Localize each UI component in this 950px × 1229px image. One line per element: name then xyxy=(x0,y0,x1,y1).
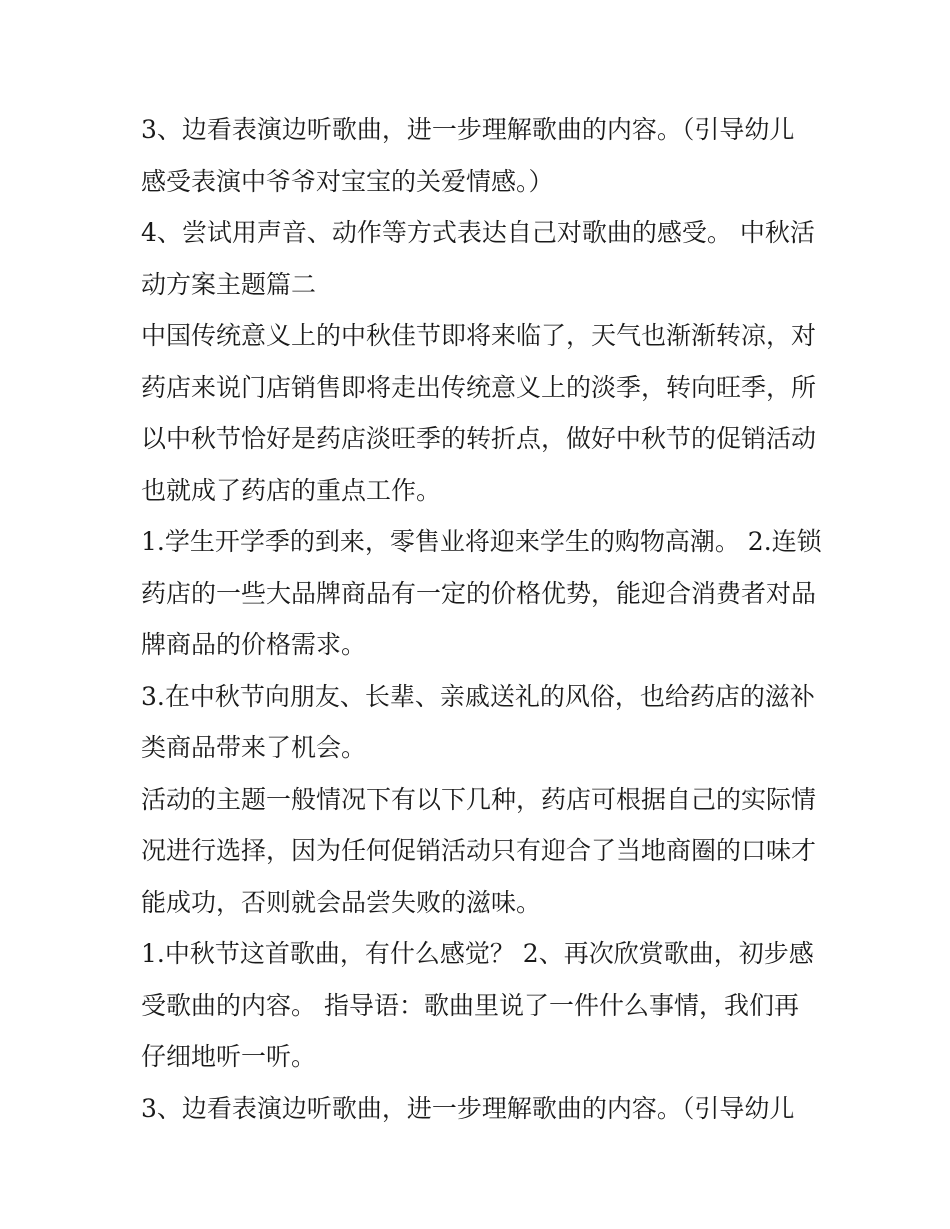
text-line: 以中秋节恰好是药店淡旺季的转折点，做好中秋节的促销活动 xyxy=(141,424,817,453)
text-line: 能成功，否则就会品尝失败的滋味。 xyxy=(141,887,542,917)
text-line: 3、边看表演边听歌曲，进一步理解歌曲的内容。（引导幼儿 xyxy=(141,1093,795,1123)
paragraph xyxy=(141,207,821,310)
text-line: 活动的主题一般情况下有以下几种，药店可根据自己的实际情 xyxy=(141,784,817,814)
text-line: 1.学生开学季的到来，零售业将迎来学生的购物高潮。 2.连锁 xyxy=(141,527,822,556)
text-line: 3、边看表演边听歌曲，进一步理解歌曲的内容。（引导幼儿 xyxy=(141,115,795,144)
paragraph xyxy=(141,774,821,929)
text-line: 4、尝试用声音、动作等方式表达自己对歌曲的感受。 中秋活 xyxy=(141,218,815,247)
text-line: 也就成了药店的重点工作。 xyxy=(141,475,442,505)
section-heading-line: 动方案主题篇二 xyxy=(141,269,317,299)
text-line: 感受表演中爷爷对宝宝的关爱情感。） xyxy=(141,166,554,196)
text-line: 中国传统意义上的中秋佳节即将来临了，天气也渐渐转凉，对 xyxy=(141,321,817,350)
paragraph xyxy=(141,310,821,516)
text-line: 牌商品的价格需求。 xyxy=(141,630,367,659)
text-line: 药店的一些大品牌商品有一定的价格优势，能迎合消费者对品 xyxy=(141,578,817,608)
paragraph xyxy=(141,671,821,774)
text-line: 药店来说门店销售即将走出传统意义上的淡季，转向旺季，所 xyxy=(141,372,817,402)
text-line: 受歌曲的内容。 指导语：歌曲里说了一件什么事情，我们再 xyxy=(141,990,799,1020)
document-body xyxy=(141,104,821,1134)
paragraph xyxy=(141,1083,821,1135)
paragraph xyxy=(141,516,821,671)
text-line: 况进行选择，因为任何促销活动只有迎合了当地商圈的口味才 xyxy=(141,836,817,865)
text-line: 类商品带来了机会。 xyxy=(141,733,367,762)
text-line: 3.在中秋节向朋友、长辈、亲戚送礼的风俗，也给药店的滋补 xyxy=(141,681,815,711)
paragraph xyxy=(141,928,821,1083)
text-line: 仔细地听一听。 xyxy=(141,1042,317,1071)
text-line: 1.中秋节这首歌曲，有什么感觉？ 2、再次欣赏歌曲，初步感 xyxy=(141,939,814,968)
paragraph xyxy=(141,104,821,207)
